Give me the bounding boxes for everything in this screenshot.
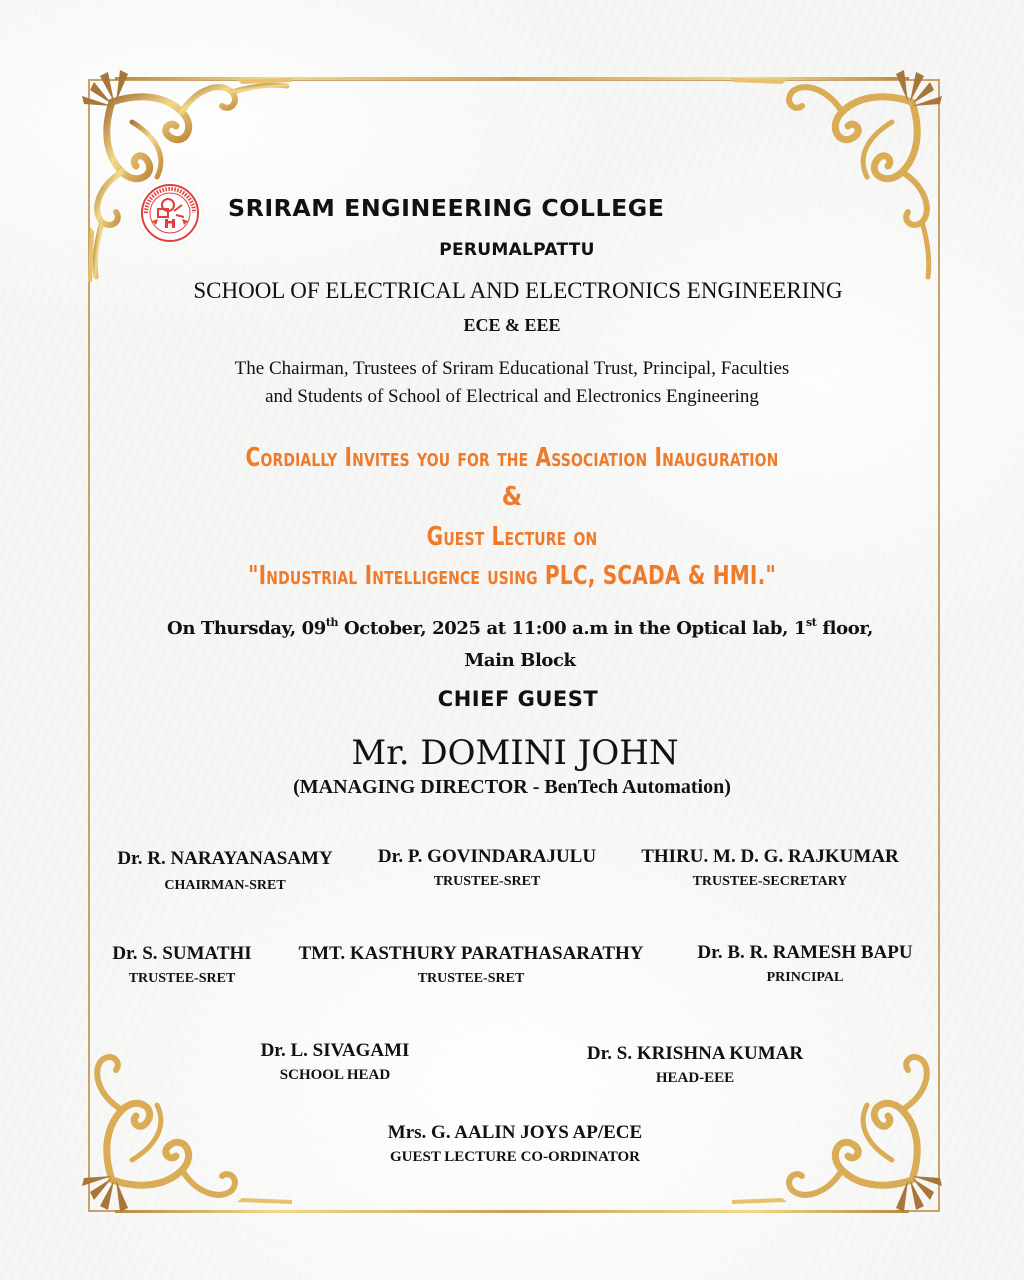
- dignitary-name: Dr. B. R. RAMESH BAPU: [697, 942, 913, 963]
- chief-guest-name: Mr. DOMINI JOHN: [351, 733, 679, 773]
- event-datetime-venue: [0, 618, 1024, 639]
- dignitary-trustee: [98, 943, 266, 987]
- dignitary-name: Dr. P. GOVINDARAJULU: [377, 846, 597, 867]
- dignitary-role: TRUSTEE-SECRETARY: [692, 874, 848, 889]
- dignitary-role: CHAIRMAN-SRET: [164, 878, 286, 893]
- college-name: SRIRAM ENGINEERING COLLEGE: [228, 196, 665, 222]
- hosts-line-1: The Chairman, Trustees of Sriram Educational Trust, Principal, Faculties: [234, 358, 790, 379]
- dignitary-role: HEAD-EEE: [655, 1070, 735, 1086]
- college-seal-icon: [138, 181, 202, 245]
- lecture-topic: "Industrial Intelligence using PLC, SCADA & HMI.": [247, 561, 777, 591]
- event-month-time-venue: October, 2025 at 11:00 a.m in the Optical lab, 1: [338, 618, 806, 639]
- dignitary-head-eee: [560, 1043, 830, 1087]
- chief-guest-designation: (MANAGING DIRECTOR - BenTech Automation): [293, 776, 731, 798]
- floor-ordinal: st: [805, 616, 817, 629]
- day-ordinal: th: [325, 616, 339, 629]
- event-day-date: On Thursday, 09: [167, 618, 326, 639]
- dignitary-role: TRUSTEE-SRET: [128, 971, 236, 986]
- dignitary-role: SCHOOL HEAD: [279, 1067, 391, 1083]
- departments: ECE & EEE: [463, 315, 561, 335]
- college-location: PERUMALPATTU: [439, 240, 595, 260]
- dignitary-role: TRUSTEE-SRET: [417, 971, 525, 986]
- coordinator-role: GUEST LECTURE CO-ORDINATOR: [389, 1149, 641, 1165]
- corner-flourish-icon: [732, 1000, 952, 1220]
- college-logo: [138, 181, 202, 245]
- dignitary-role: TRUSTEE-SRET: [433, 874, 541, 889]
- dignitary-name: Dr. S. KRISHNA KUMAR: [586, 1043, 804, 1064]
- invitation-headline: Cordially Invites you for the Association Inauguration: [245, 443, 779, 473]
- dignitary-name: Dr. L. SIVAGAMI: [260, 1040, 410, 1061]
- dignitary-trustee: [272, 943, 670, 987]
- dignitary-trustee: [360, 846, 614, 890]
- school-name: SCHOOL OF ELECTRICAL AND ELECTRONICS ENGINEERING: [193, 278, 843, 303]
- dignitary-name: Dr. R. NARAYANASAMY: [117, 848, 333, 869]
- dignitary-school-head: [230, 1040, 440, 1084]
- dignitary-trustee-secretary: [622, 846, 918, 890]
- coordinator-name: Mrs. G. AALIN JOYS AP/ECE: [387, 1122, 643, 1143]
- dignitary-principal: [678, 942, 932, 986]
- dignitary-name: Dr. S. SUMATHI: [112, 943, 252, 964]
- event-floor: floor,: [816, 618, 873, 639]
- dignitary-name: THIRU. M. D. G. RAJKUMAR: [641, 846, 899, 867]
- dignitary-chairman: [100, 848, 350, 894]
- dignitary-name: TMT. KASTHURY PARATHASARATHY: [298, 943, 644, 964]
- coordinator: [312, 1122, 718, 1166]
- dignitary-role: PRINCIPAL: [766, 970, 844, 985]
- corner-flourish-icon: [72, 1000, 292, 1220]
- hosts-line-2: and Students of School of Electrical and Electronics Engineering: [265, 386, 759, 407]
- guest-lecture-label: Guest Lecture on: [426, 522, 598, 552]
- event-building: Main Block: [464, 650, 576, 671]
- chief-guest-label: CHIEF GUEST: [437, 687, 599, 711]
- headline-ampersand: &: [501, 482, 523, 512]
